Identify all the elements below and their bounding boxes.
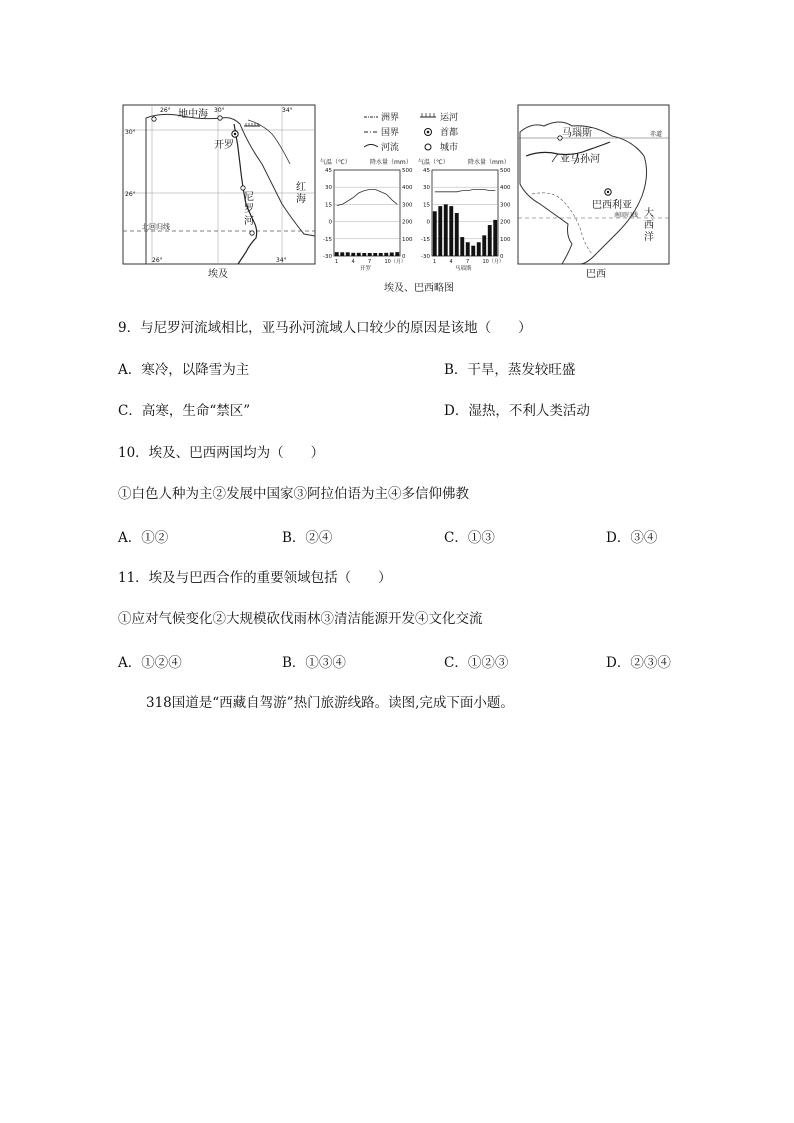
egypt-label-mediterranean: 地中海 xyxy=(178,109,208,120)
climate-chart-cairo xyxy=(320,158,413,272)
chart-temp-tick-label: -15 xyxy=(323,236,332,243)
chart2-temp-axis-title: 气温（℃） xyxy=(418,159,449,166)
climate-chart-manaus xyxy=(418,158,511,272)
legend-item-river: 河流 xyxy=(381,143,400,153)
question-11-option-b[interactable]: B．①③④ xyxy=(282,655,346,671)
precip-bar xyxy=(362,253,366,256)
question-10-stem: 10．埃及、巴西两国均为（ ） xyxy=(118,445,325,461)
temperature-line xyxy=(337,190,398,206)
precip-bar xyxy=(482,235,486,256)
chart-month-tick-label: 4 xyxy=(449,259,453,265)
chart-month-tick-label: 7 xyxy=(368,259,372,265)
precip-bar xyxy=(493,220,497,256)
legend-item-canal: 运河 xyxy=(440,113,459,123)
question-11-stem: 11．埃及与巴西合作的重要领域包括（ ） xyxy=(118,570,392,586)
question-11-option-a[interactable]: A．①②④ xyxy=(118,655,182,671)
brazil-label-manaus: 马瑙斯 xyxy=(562,128,592,139)
legend-item-national-border: 国界 xyxy=(381,128,400,138)
chart-precip-tick-label: 400 xyxy=(402,185,413,192)
egypt-label-redsea-2: 海 xyxy=(296,194,306,205)
brazil-label-atlantic-2: 西 xyxy=(644,220,654,231)
question-11-option-d[interactable]: D．②③④ xyxy=(606,655,671,671)
chart-precip-tick-label: 300 xyxy=(500,202,511,209)
chart-temp-tick-label: -30 xyxy=(421,254,430,260)
question-10-option-a[interactable]: A．①② xyxy=(118,530,169,546)
egypt-map xyxy=(123,105,315,280)
precip-bar xyxy=(340,252,344,256)
chart-temp-tick-label: -15 xyxy=(421,236,430,243)
chart-temp-tick-label: -30 xyxy=(323,254,332,260)
precip-bar xyxy=(373,253,377,256)
precip-bar xyxy=(488,225,492,256)
chart-precip-tick-label: 500 xyxy=(402,168,413,174)
chart1-temp-axis-title: 气温（℃） xyxy=(320,159,351,166)
precip-bar xyxy=(433,211,437,256)
egypt-label-nile-3: 河 xyxy=(244,216,254,227)
brazil-label-amazon: 亚马孙河 xyxy=(560,154,600,165)
question-11-statement: ①应对气候变化②大规模砍伐雨林③清洁能源开发④文化交流 xyxy=(118,611,483,627)
egypt-lat-tick-2: 26° xyxy=(125,191,136,198)
chart2-precip-axis-title: 降水量（mm） xyxy=(468,159,510,166)
egypt-lon-tick-bottom-1: 26° xyxy=(152,257,163,264)
precip-bar xyxy=(390,252,394,256)
chart-precip-tick-label: 100 xyxy=(402,236,413,243)
question-11-option-c[interactable]: C．①②③ xyxy=(444,655,509,671)
next-question-intro: 318国道是“西藏自驾游”热门旅游线路。读图,完成下面小题。 xyxy=(146,695,514,711)
chart-month-tick-label: 4 xyxy=(351,259,355,265)
egypt-label-nile-2: 罗 xyxy=(244,204,254,215)
egypt-label-cairo: 开罗 xyxy=(214,140,234,151)
question-9-stem: 9．与尼罗河流域相比，亚马孙河流域人口较少的原因是该地（ ） xyxy=(118,320,532,336)
precip-bar xyxy=(395,252,399,256)
legend-item-continent-border: 洲界 xyxy=(381,113,400,123)
chart-temp-tick-label: 45 xyxy=(423,168,430,174)
egypt-lon-tick-2: 30° xyxy=(214,107,225,114)
brazil-label-brasilia: 巴西利亚 xyxy=(592,200,632,211)
chart-temp-tick-label: 15 xyxy=(325,202,332,209)
chart-precip-tick-label: 300 xyxy=(402,202,413,209)
chart2-city-label: 马瑙斯 xyxy=(455,266,472,272)
precip-bar xyxy=(438,206,442,256)
question-9-option-d[interactable]: D．湿热，不利人类活动 xyxy=(444,403,590,419)
question-10-option-b[interactable]: B．②④ xyxy=(282,530,333,546)
precip-bar xyxy=(477,242,481,256)
chart1-precip-axis-title: 降水量（mm） xyxy=(370,159,412,166)
question-9-option-c[interactable]: C．高寒，生命“禁区” xyxy=(118,403,251,419)
precip-bar xyxy=(466,242,470,256)
chart-temp-tick-label: 15 xyxy=(423,202,430,209)
chart-month-tick-label: 1 xyxy=(335,259,339,265)
egypt-lon-tick-bottom-3: 34° xyxy=(276,257,287,264)
figure-svg xyxy=(122,104,670,296)
egypt-label-tropic: 北回归线 xyxy=(142,223,170,231)
precip-bar xyxy=(335,252,339,256)
brazil-map xyxy=(518,105,669,280)
chart-precip-tick-label: 200 xyxy=(500,219,511,226)
egypt-lon-tick-3: 34° xyxy=(282,107,293,114)
climate-caption: 埃及、巴西略图 xyxy=(384,283,454,294)
precip-bar xyxy=(460,237,464,256)
egypt-caption: 埃及 xyxy=(208,269,228,280)
question-9-option-a[interactable]: A．寒冷，以降雪为主 xyxy=(118,362,250,378)
precip-bar xyxy=(351,253,355,256)
question-9-option-b[interactable]: B．干旱，蒸发较旺盛 xyxy=(444,362,576,378)
question-10-option-d[interactable]: D．③④ xyxy=(606,530,658,546)
precip-bar xyxy=(455,213,459,256)
egypt-label-redsea-1: 红 xyxy=(296,182,306,193)
precip-bar xyxy=(379,253,383,256)
precip-bar xyxy=(471,246,475,256)
chart-precip-tick-label: 0 xyxy=(402,254,406,260)
chart-precip-tick-label: 0 xyxy=(500,254,504,260)
temperature-line xyxy=(435,190,496,192)
legend-item-city: 城市 xyxy=(440,143,459,153)
question-10-statement: ①白色人种为主②发展中国家③阿拉伯语为主④多信仰佛教 xyxy=(118,486,469,502)
brazil-label-atlantic-1: 大 xyxy=(644,208,654,219)
chart1-city-label: 开罗 xyxy=(360,266,372,272)
precip-bar xyxy=(449,206,453,256)
chart-month-tick-label: 10（月） xyxy=(482,259,504,265)
precip-bar xyxy=(444,204,448,256)
chart-temp-tick-label: 30 xyxy=(423,185,430,192)
legend-item-capital: 首都 xyxy=(440,128,459,138)
chart-temp-tick-label: 0 xyxy=(426,219,430,226)
chart-temp-tick-label: 45 xyxy=(325,168,332,174)
chart-month-tick-label: 1 xyxy=(433,259,437,265)
egypt-label-nile-1: 尼 xyxy=(244,192,254,203)
precip-bar xyxy=(357,253,361,256)
egypt-lon-tick-1: 26° xyxy=(160,107,171,114)
chart-precip-tick-label: 400 xyxy=(500,185,511,192)
chart-temp-tick-label: 0 xyxy=(328,219,332,226)
brazil-caption: 巴西 xyxy=(586,269,606,280)
precip-bar xyxy=(368,253,372,256)
precip-bar xyxy=(384,253,388,256)
brazil-label-capricorn: 南回归线 xyxy=(614,212,639,219)
map-legend xyxy=(364,111,458,153)
chart-month-tick-label: 7 xyxy=(466,259,470,265)
question-10-option-c[interactable]: C．①③ xyxy=(444,530,495,546)
chart-month-tick-label: 10（月） xyxy=(384,259,406,265)
chart-precip-tick-label: 100 xyxy=(500,236,511,243)
chart-temp-tick-label: 30 xyxy=(325,185,332,192)
brazil-label-equator: 赤道 xyxy=(650,131,663,138)
egypt-lat-tick-1: 30° xyxy=(125,129,136,136)
chart-precip-tick-label: 500 xyxy=(500,168,511,174)
brazil-label-atlantic-3: 洋 xyxy=(644,232,654,243)
figure-egypt-brazil xyxy=(122,104,670,296)
chart-precip-tick-label: 200 xyxy=(402,219,413,226)
precip-bar xyxy=(346,252,350,256)
